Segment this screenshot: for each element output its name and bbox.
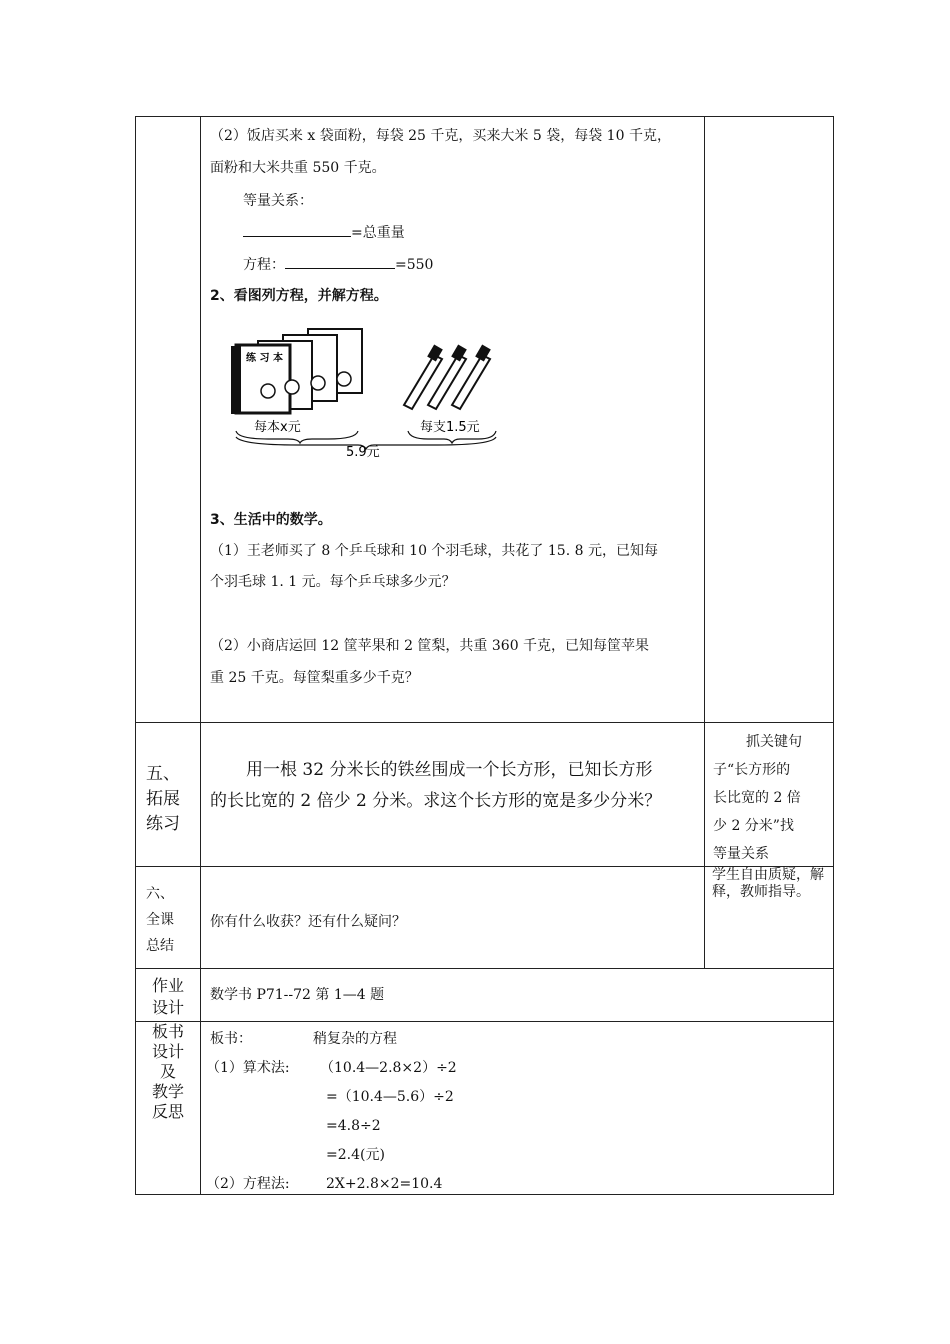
question-line: 个羽毛球 1. 1 元。每个乒乓球多少元？: [210, 574, 456, 590]
equation-label: 方程：: [243, 257, 285, 273]
teacher-note: 子“长方形的: [713, 762, 791, 778]
pen-icon: [404, 346, 490, 409]
section-label: 五、: [146, 764, 180, 784]
calc-step: （10.4—2.8×2）÷2: [320, 1060, 457, 1076]
equation: 2X+2.8×2=10.4: [326, 1176, 443, 1192]
notebook-icon: [232, 329, 362, 413]
relation-line: [243, 222, 405, 243]
calc-step: =4.8÷2: [326, 1118, 381, 1134]
method-label: （2）方程法:: [206, 1176, 290, 1192]
row-label: 及: [159, 1062, 176, 1081]
teacher-note: 等量关系: [713, 846, 769, 862]
row-divider: [135, 1021, 834, 1022]
section-label: 全课: [146, 912, 174, 928]
task-title: 2、看图列方程，并解方程。: [210, 288, 388, 304]
answer-blank: [243, 222, 351, 237]
row-label: 设计: [151, 1042, 184, 1061]
row-divider: [135, 968, 834, 969]
exercise-line: 用一根 32 分米长的铁丝围成一个长方形，已知长方形: [246, 760, 653, 780]
book-price-label: 每本x元: [254, 420, 301, 435]
notebooks-pens-figure: [228, 325, 508, 465]
teacher-note: 抓关键句: [746, 734, 802, 750]
relation-label: 等量关系：: [243, 193, 313, 209]
question-line: 重 25 千克。每筐梨重多少千克？: [210, 670, 419, 686]
board-title: 稍复杂的方程: [313, 1031, 397, 1047]
teacher-note: 少 2 分米”找: [713, 818, 794, 834]
table-border-right: [833, 116, 834, 1195]
question-line: （2）小商店运回 12 筐苹果和 2 筐梨，共重 360 千克，已知每筐苹果: [210, 638, 650, 654]
equation-line: [243, 254, 433, 275]
section-label: 拓展: [146, 789, 180, 809]
summary-question: 你有什么收获？还有什么疑问？: [210, 914, 406, 930]
homework-content: 数学书 P71--72 第 1—4 题: [210, 987, 385, 1003]
row-label: 板书: [151, 1022, 184, 1041]
row-divider: [135, 722, 834, 723]
board-title-label: 板书：: [210, 1031, 252, 1047]
method-label: （1）算术法:: [206, 1060, 290, 1076]
calc-step: =2.4(元): [326, 1147, 385, 1163]
question-line: （2）饭店买来 x 袋面粉，每袋 25 千克，买来大米 5 袋，每袋 10 千克，: [210, 128, 671, 144]
table-border-top: [135, 116, 834, 117]
row-label: 设计: [151, 998, 184, 1017]
row-label: 反思: [151, 1102, 184, 1121]
total-price-label: 5.9元: [346, 445, 380, 460]
calc-step: =（10.4—5.6）÷2: [326, 1089, 454, 1105]
section-label: 练习: [146, 814, 180, 834]
equation-rhs: =550: [395, 257, 434, 273]
teacher-note: 学生自由质疑，解释，教师指导。: [712, 867, 824, 900]
column-divider: [704, 116, 705, 969]
task-title: 3、生活中的数学。: [210, 512, 332, 528]
question-line: 面粉和大米共重 550 千克。: [210, 160, 386, 176]
pen-price-label: 每支1.5元: [420, 420, 480, 435]
column-divider: [200, 116, 201, 1195]
table-border-bottom: [135, 1194, 834, 1195]
notebook-title: 练 习 本: [246, 353, 283, 364]
teacher-note: 长比宽的 2 倍: [713, 790, 801, 806]
exercise-line: 的长比宽的 2 倍少 2 分米。求这个长方形的宽是多少分米？: [210, 791, 662, 811]
question-line: （1）王老师买了 8 个乒乓球和 10 个羽毛球，共花了 15. 8 元，已知每: [210, 543, 658, 559]
section-label: 六、: [146, 886, 174, 902]
row-label: 作业: [151, 976, 184, 995]
section-label: 总结: [146, 938, 174, 954]
relation-rhs: =总重量: [351, 225, 405, 241]
answer-blank: [285, 254, 395, 269]
row-label: 教学: [151, 1082, 184, 1101]
